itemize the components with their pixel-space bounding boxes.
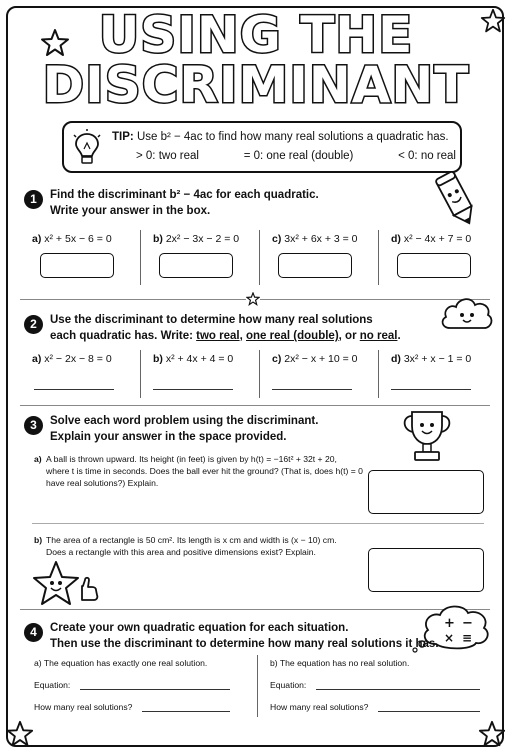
star-icon-bottom-right bbox=[478, 720, 506, 748]
s2-problem-c: c) 2x² − x + 10 = 0 bbox=[272, 353, 358, 365]
tip-box bbox=[62, 121, 462, 173]
section-1-line2: Write your answer in the box. bbox=[50, 205, 211, 217]
s1-problem-c: c) 3x² + 6x + 3 = 0 bbox=[272, 233, 358, 245]
section-3-line2: Explain your answer in the space provided. bbox=[50, 431, 287, 443]
star-icon-divider bbox=[246, 292, 260, 306]
tip-label: TIP: bbox=[112, 131, 134, 143]
s4-prompt-b: b) The equation has no real solution. bbox=[270, 658, 410, 668]
column-divider bbox=[140, 230, 141, 285]
section-3-instructions bbox=[50, 413, 318, 445]
section-4-line2: Then use the discriminant to determine how many real solutions it has. bbox=[50, 638, 439, 650]
tip-rule-zero: = 0: one real (double) bbox=[243, 150, 354, 162]
s2-problem-a: a) x² − 2x − 8 = 0 bbox=[32, 353, 112, 365]
option-two-real: two real bbox=[196, 330, 240, 342]
s1-answer-box-a[interactable] bbox=[40, 253, 114, 278]
s2-answer-line-d[interactable] bbox=[391, 389, 471, 390]
s3-answer-box-b[interactable] bbox=[368, 548, 484, 592]
tip-rules bbox=[136, 150, 456, 162]
s4-prompt-a: a) The equation has exactly one real solution. bbox=[34, 658, 208, 668]
section-2-line2: each quadratic has. Write: two real, one real (double), or no real. bbox=[50, 330, 401, 342]
column-divider bbox=[378, 230, 379, 285]
column-divider bbox=[140, 350, 141, 398]
svg-text:×: × bbox=[444, 631, 455, 645]
pencil-mascot-icon bbox=[432, 168, 482, 228]
s2-problem-b: b) x² + 4x + 4 = 0 bbox=[153, 353, 234, 365]
s1-problem-d: d) x² − 4x + 7 = 0 bbox=[391, 233, 472, 245]
page-title-line2: DISCRIMINANT bbox=[42, 56, 470, 114]
tip-rule-negative: < 0: no real bbox=[398, 150, 456, 162]
lightbulb-icon bbox=[72, 129, 102, 167]
trophy-mascot-icon bbox=[398, 406, 456, 468]
section-4-number: 4 bbox=[24, 623, 43, 642]
s4-equation-label-b: Equation: bbox=[270, 680, 307, 690]
s1-answer-box-d[interactable] bbox=[397, 253, 471, 278]
section-2-instructions bbox=[50, 312, 401, 344]
s1-answer-box-c[interactable] bbox=[278, 253, 352, 278]
star-icon-bottom-left bbox=[6, 720, 34, 748]
section-4-instructions bbox=[50, 620, 439, 652]
s1-problem-a: a) x² + 5x − 6 = 0 bbox=[32, 233, 112, 245]
column-divider bbox=[378, 350, 379, 398]
s4-how-many-label-b: How many real solutions? bbox=[270, 702, 369, 712]
s4-equation-line-b[interactable] bbox=[316, 689, 480, 690]
section-1-instructions bbox=[50, 187, 319, 219]
s4-how-many-line-a[interactable] bbox=[142, 711, 230, 712]
section-2-number: 2 bbox=[24, 315, 43, 334]
s2-problem-d: d) 3x² + x − 1 = 0 bbox=[391, 353, 472, 365]
s1-answer-box-b[interactable] bbox=[159, 253, 233, 278]
section-2-line1: Use the discriminant to determine how many real solutions bbox=[50, 314, 373, 326]
s4-how-many-label-a: How many real solutions? bbox=[34, 702, 133, 712]
s2-answer-line-b[interactable] bbox=[153, 389, 233, 390]
s2-answer-line-c[interactable] bbox=[272, 389, 352, 390]
svg-text:+: + bbox=[444, 616, 455, 631]
s2-answer-line-a[interactable] bbox=[34, 389, 114, 390]
option-one-real: one real (double) bbox=[246, 330, 339, 342]
option-no-real: no real bbox=[359, 330, 398, 342]
problem-divider bbox=[32, 523, 484, 524]
tip-text bbox=[112, 131, 449, 143]
star-thumbs-up-mascot-icon bbox=[30, 560, 102, 612]
svg-text:−: − bbox=[462, 616, 473, 631]
s1-problem-b: b) 2x² − 3x − 2 = 0 bbox=[153, 233, 240, 245]
svg-text:≡: ≡ bbox=[462, 631, 473, 645]
tip-sentence: Use b² − 4ac to find how many real solutions a quadratic has. bbox=[136, 131, 449, 143]
section-1-number: 1 bbox=[24, 190, 43, 209]
section-3-number: 3 bbox=[24, 416, 43, 435]
s3-problem-b: b) The area of a rectangle is 50 cm². Its length is x cm and width is (x − 10) cm. Does a rectangle with this area and positive dimensions exist? Explain. bbox=[34, 535, 337, 557]
page-title-line1: USING THE bbox=[98, 6, 414, 64]
section-3-line1: Solve each word problem using the discriminant. bbox=[50, 415, 319, 427]
column-divider bbox=[259, 230, 260, 285]
cloud-mascot-icon bbox=[438, 290, 496, 338]
tip-rule-positive: > 0: two real bbox=[136, 150, 199, 162]
s3-problem-a: a) A ball is thrown upward. Its height (in feet) is given by h(t) = −16t² + 32t + 20, where t is time in seconds. Does the ball ever hit the ground? (That is, does h(t) = 0 have real solutions?) Explain. bbox=[34, 454, 363, 488]
s4-equation-line-a[interactable] bbox=[80, 689, 230, 690]
section-1-line1: Find the discriminant b² − 4ac for each quadratic. bbox=[50, 189, 319, 201]
column-divider bbox=[259, 350, 260, 398]
s3-answer-box-a[interactable] bbox=[368, 470, 484, 514]
column-divider bbox=[257, 655, 258, 717]
s4-how-many-line-b[interactable] bbox=[378, 711, 480, 712]
section-4-line1: Create your own quadratic equation for each situation. bbox=[50, 622, 349, 634]
s4-equation-label-a: Equation: bbox=[34, 680, 71, 690]
